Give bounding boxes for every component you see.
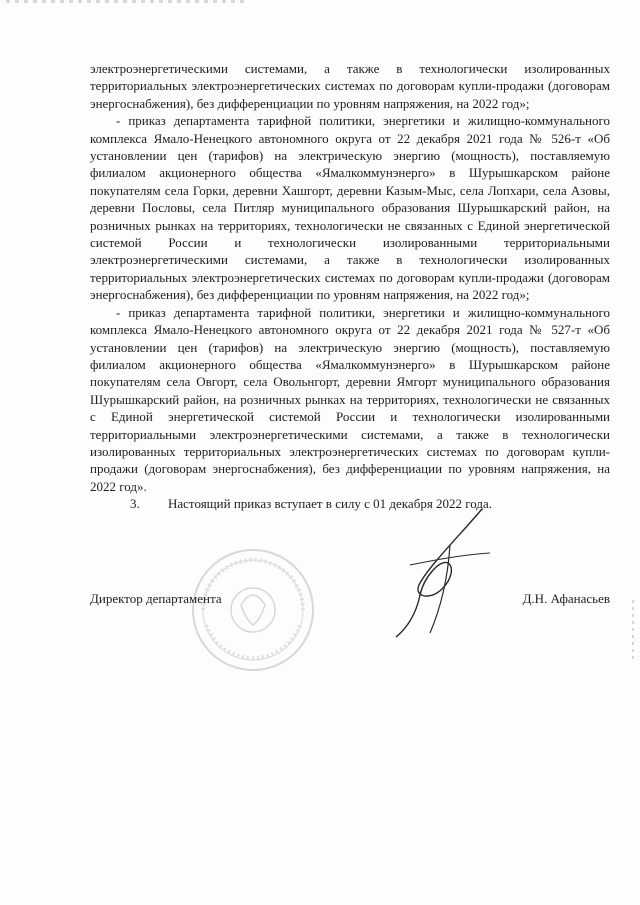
clause-3 [90,495,610,512]
signatory-name: Д.Н. Афанасьев [522,591,610,606]
paragraph-order-527: - приказ департамента тарифной политики, энергетики и жилищно-коммунального комплекса Ямало-Ненецкого автономного округа от 22 декабря 2021 года № 527-т «Об установлении цен (тарифов) на электрическую энергию (мощность), поставляемую филиалом акционерного общества «Ямалкоммунэнерго» в Шурышкарском районе покупателям села Овгорт, села Овольнгорт, деревни Ямгорт муниципального образования Шурышкарский район, на розничных рынках на территориях, технологически не связанных с Единой энергетической системой России и технологически изолированными территориальными электроэнергетическими системами, а также в технологически изолированных территориальных электроэнергетических системах по договорам купли-продажи (договорам энергоснабжения), без дифференциации по уровням напряжения, на 2022 год». [90,304,610,494]
clause-text: Настоящий приказ вступает в силу с 01 декабря 2022 года. [168,496,493,512]
scan-artifact-edge [632,600,634,660]
handwritten-signature [390,505,500,640]
paragraph-order-526: - приказ департамента тарифной политики, энергетики и жилищно-коммунального комплекса Ямало-Ненецкого автономного округа от 22 декабря 2021 года № 526-т «Об установлении цен (тарифов) на электрическую энергию (мощность), поставляемую филиалом акционерного общества «Ямалкоммунэнерго» в Шурышкарском районе покупателям села Горки, деревни Хашгорт, деревни Казым-Мыс, села Лопхари, села Азовы, деревни Пословы, села Питляр муниципального образования Шурышкарский район, на розничных рынках на территориях, технологически не связанных с Единой энергетической системой России и технологически изолированными территориальными электроэнергетическими системами, а также в технологически изолированных территориальных электроэнергетических системах по договорам купли-продажи (договорам энергоснабжения), без дифференциации по уровням напряжения, на 2022 год»; [90,113,610,303]
scan-artifact [6,0,246,3]
document-body [90,60,610,513]
clause-number: 3. [130,496,140,512]
paragraph-continuation: электроэнергетическими системами, а также в технологически изолированных территориальных электроэнергетических системах по договорам купли-продажи (договорам энергоснабжения), без дифференциации по уровням напряжения, на 2022 год»; [90,61,610,111]
signatory-position: Директор департамента [90,591,222,606]
signature-block [90,591,610,607]
official-seal-icon [188,545,318,675]
